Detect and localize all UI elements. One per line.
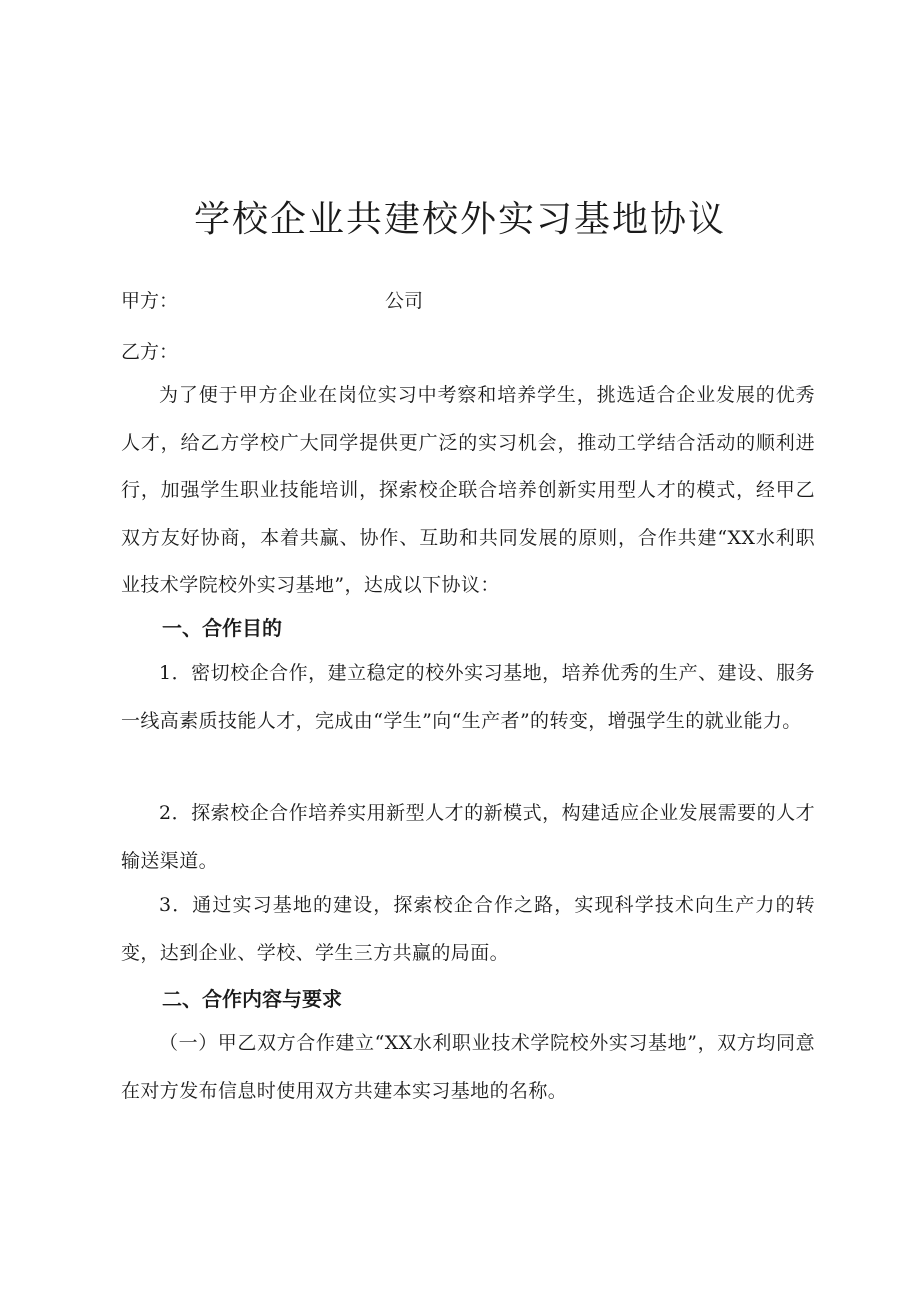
- content-item-1: （一）甲乙双方合作建立“XX水利职业技术学院校外实习基地”，双方均同意在对方发布信息时使用双方共建本实习基地的名称。: [121, 1032, 815, 1102]
- intro-paragraph: 为了便于甲方企业在岗位实习中考察和培养学生，挑选适合企业发展的优秀人才，给乙方学校广大同学提供更广泛的实习机会，推动工学结合活动的顺利进行，加强学生职业技能培训，探索校企联合培养创新实用型人才的模式，经甲乙双方友好协商，本着共赢、协作、互助和共同发展的原则，合作共建“XX水利职业技术学院校外实习基地”，达成以下协议：: [121, 384, 815, 596]
- purpose-item-3: 3．通过实习基地的建设，探索校企合作之路，实现科学技术向生产力的转变，达到企业、学校、学生三方共赢的局面。: [121, 894, 815, 964]
- party-a-company-suffix: 公司: [385, 290, 424, 312]
- party-b-label: 乙方：: [121, 341, 179, 363]
- document-title: 学校企业共建校外实习基地协议: [193, 199, 726, 240]
- party-b-line: [121, 337, 178, 367]
- party-a-label: 甲方：: [121, 290, 179, 312]
- section-heading-content: 二、合作内容与要求: [162, 987, 342, 1011]
- party-a-line: [121, 286, 424, 316]
- purpose-item-2: 2．探索校企合作培养实用新型人才的新模式，构建适应企业发展需要的人才输送渠道。: [121, 802, 815, 872]
- section-heading-purpose: 一、合作目的: [162, 616, 282, 640]
- purpose-item-1: 1．密切校企合作，建立稳定的校外实习基地，培养优秀的生产、建设、服务一线高素质技能人才，完成由“学生”向“生产者”的转变，增强学生的就业能力。: [121, 662, 815, 732]
